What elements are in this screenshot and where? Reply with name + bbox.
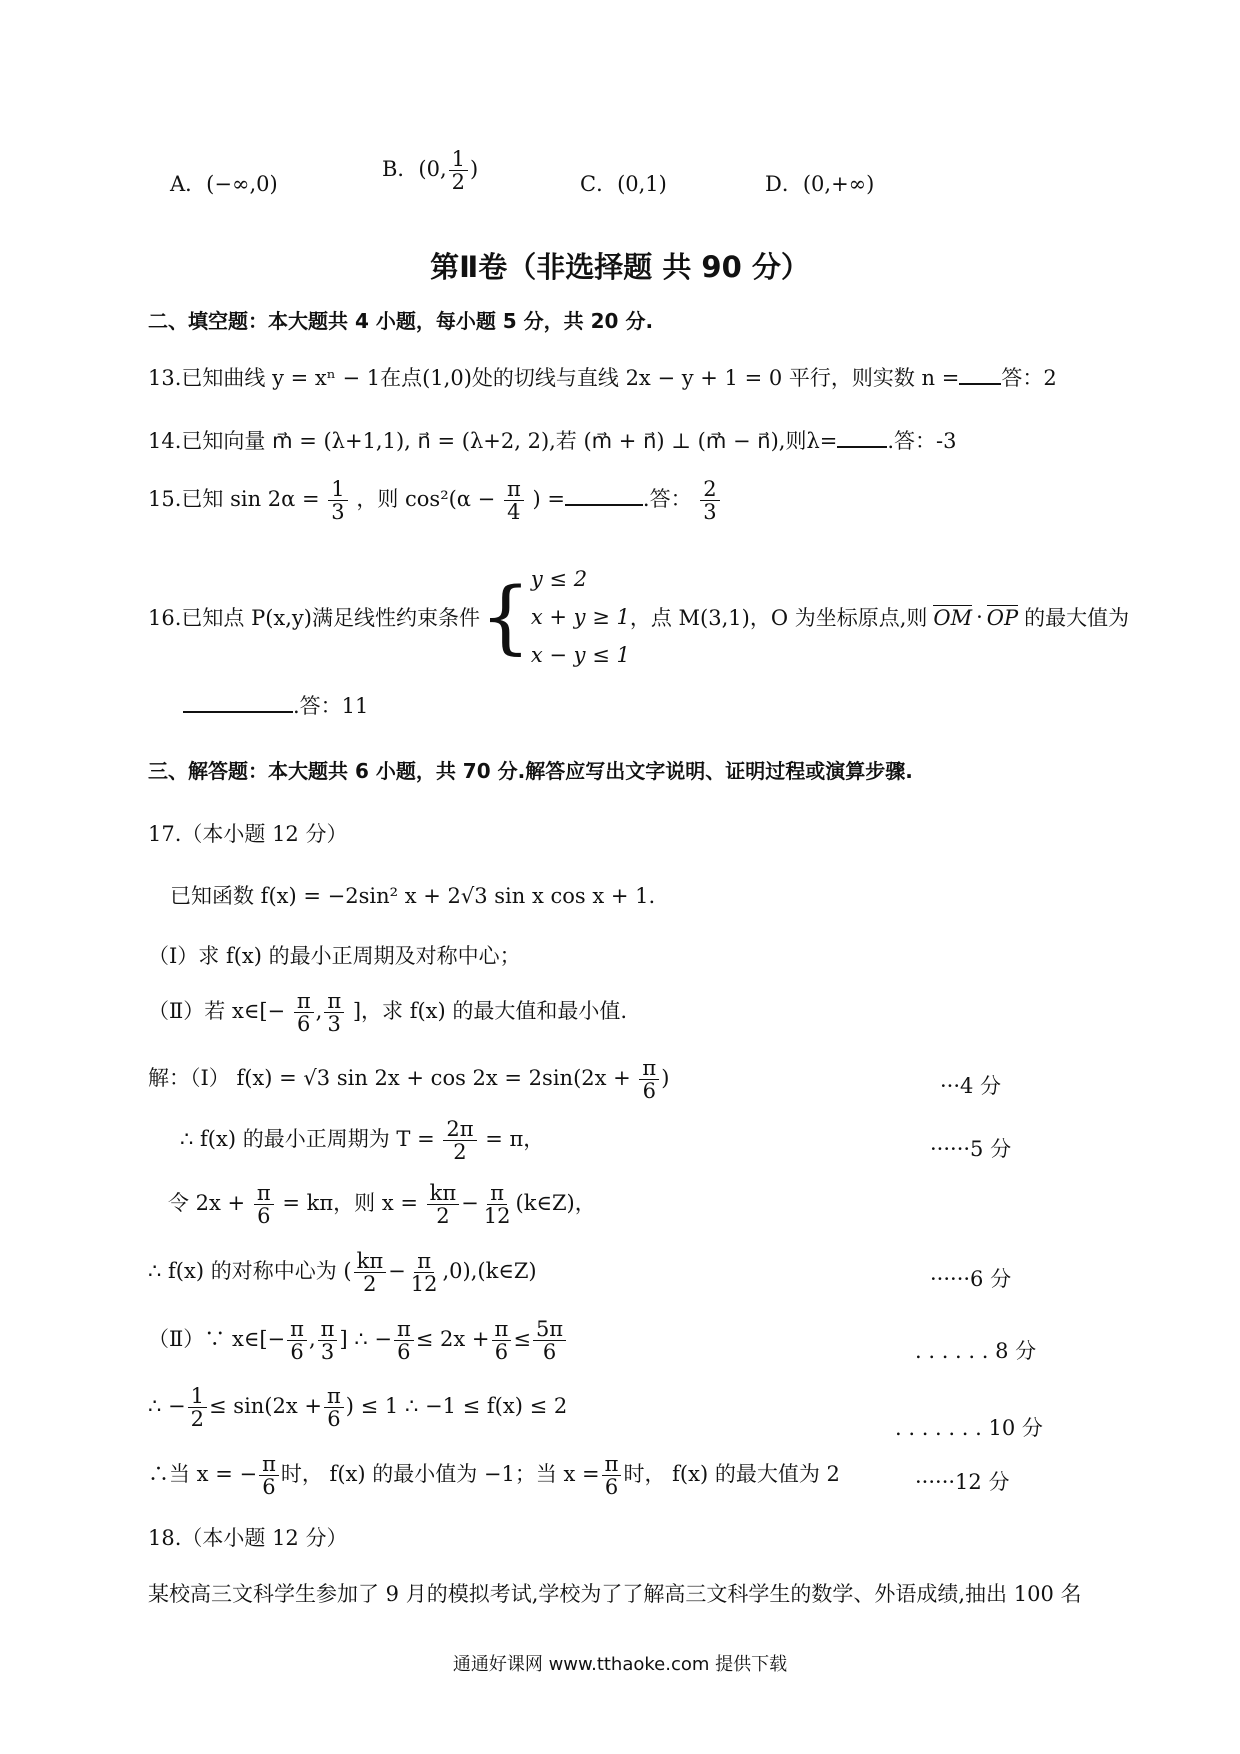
q14-answer: .答：-3 (887, 429, 957, 453)
s5-prefix: （Ⅱ）∵ x∈[− (148, 1327, 286, 1352)
answer-blank (565, 486, 643, 506)
score-12: ······12 分 (915, 1470, 1010, 1494)
frac-num: π (487, 1182, 507, 1205)
frac-den: 6 (642, 1079, 657, 1104)
frac-pi-3 (324, 990, 344, 1035)
question-14 (148, 425, 957, 455)
solution-step-2 (180, 1118, 544, 1163)
frac-den: 6 (494, 1340, 509, 1365)
frac-pi-12 (408, 1250, 441, 1295)
frac-pi-6 (602, 1453, 622, 1498)
frac-den: 2 (453, 1140, 467, 1165)
s1-text: 解：（Ⅰ） f(x) = √3 sin 2x + cos 2x = 2sin(2x + (148, 1066, 631, 1091)
s2-prefix: ∴ f(x) 的最小正周期为 T = (180, 1127, 435, 1152)
frac-den: 6 (542, 1340, 557, 1365)
answer-blank (959, 365, 1001, 385)
frac-num: π (287, 1318, 307, 1341)
solution-step-3: 令 2x + $\frac{\pi}{6}$ = kπ，则 x = $\frac{k\pi}{2}$ − $\frac{\pi}{12}$ (k∈Z)， (168, 1181, 596, 1229)
s6-mid: ≤ sin(2x + (209, 1394, 322, 1419)
s3-mid: = kπ，则 x = (282, 1191, 418, 1216)
frac-num: 2π (443, 1118, 476, 1141)
frac-den: 6 (262, 1475, 276, 1500)
s3-prefix: 令 2x + (168, 1191, 246, 1216)
frac-num: π (324, 990, 344, 1013)
frac-2pi-2 (443, 1118, 476, 1163)
q16-prefix: 16.已知点 P(x,y)满足线性约束条件 (148, 606, 480, 630)
dot-operator: · (976, 605, 983, 629)
option-c: C．(0,1) (580, 172, 667, 196)
solution-step-1 (148, 1057, 669, 1102)
frac-den: 12 (483, 1204, 511, 1229)
constraint-brace: { (479, 570, 531, 663)
p2-suffix: ]，求 f(x) 的最大值和最小值. (352, 999, 628, 1024)
frac-den: 3 (331, 500, 345, 525)
solution-step-5: （Ⅱ）∵ x∈[− $\frac{\pi}{6}$ , $\frac{\pi}{3}$ ] ∴ − $\frac{\pi}{6}$ ≤ 2x + $\frac{\pi}{6}$ ≤ $\frac{5\pi}{6}$ (148, 1318, 568, 1363)
answer-blank (183, 693, 293, 713)
frac-den: 6 (297, 1012, 311, 1037)
answer-blank (837, 428, 887, 448)
score-5: ······5 分 (930, 1137, 1012, 1161)
score-6: ······6 分 (930, 1267, 1012, 1291)
frac-den: 6 (397, 1340, 411, 1365)
question-13 (148, 362, 1057, 392)
frac-pi-6 (287, 1318, 307, 1363)
frac-num: π (504, 478, 524, 501)
s5-mid2: ≤ 2x + (415, 1327, 490, 1352)
frac-den: 6 (257, 1204, 271, 1229)
q16-tail: 的最大值为 (1024, 606, 1130, 630)
q16-answer-line (183, 690, 368, 720)
frac-num: 5π (533, 1318, 566, 1341)
q15-prefix: 15.已知 sin 2α = (148, 487, 320, 512)
frac-num: 1 (188, 1385, 207, 1408)
option-b-suffix: ) (470, 157, 479, 182)
q17-part2: （Ⅱ）若 x∈[− $\frac{\pi}{6}$ , $\frac{\pi}{3}$ ]，求 f(x) 的最大值和最小值. (148, 989, 628, 1037)
frac-num: kπ (427, 1182, 460, 1205)
option-a: A．(−∞,0) (170, 172, 278, 196)
frac-den: 3 (703, 500, 717, 525)
option-b-prefix: B．(0, (382, 157, 447, 182)
frac-pi-6 (254, 1182, 274, 1227)
q15-fraction-2 (504, 478, 524, 523)
s7-end: 时， f(x) 的最大值为 2 (623, 1462, 840, 1487)
s6-end: ) ≤ 1 ∴ −1 ≤ f(x) ≤ 2 (345, 1394, 568, 1419)
s4-prefix: ∴ f(x) 的对称中心为 ( (148, 1259, 352, 1284)
frac-num: π (324, 1385, 344, 1408)
frac-pi-6 (639, 1057, 659, 1102)
frac-kpi-2 (354, 1250, 387, 1295)
constraint-system (531, 560, 630, 674)
frac-num: π (602, 1453, 622, 1476)
s7-prefix: ∴当 x = − (148, 1462, 258, 1487)
solution-step-7 (148, 1453, 840, 1498)
page-footer: 通通好课网 www.tthaoke.com 提供下载 (452, 1654, 788, 1675)
frac-num: π (254, 1182, 274, 1205)
frac-num: 2 (700, 478, 719, 501)
q15-answer-fraction (700, 478, 719, 523)
frac-den: 6 (604, 1475, 619, 1500)
q18-title: 18.（本小题 12 分） (148, 1526, 348, 1550)
frac-den: 2 (190, 1407, 205, 1432)
q15-mid: ，则 cos²(α − (356, 487, 496, 512)
q13-text: 13.已知曲线 y = xⁿ − 1在点(1,0)处的切线与直线 2x − y + 1 = 0 平行，则实数 n = (148, 366, 960, 390)
constraint-3: x − y ≤ 1 (530, 643, 630, 667)
frac-pi-6 (492, 1318, 512, 1363)
q15-answer-label: .答： (642, 487, 692, 512)
option-b (382, 148, 478, 193)
frac-pi-6 (259, 1453, 279, 1498)
s2-suffix: = π， (485, 1127, 545, 1152)
section2-heading: 二、填空题：本大题共 4 小题，每小题 5 分，共 20 分. (148, 309, 654, 333)
frac-den: 3 (320, 1340, 335, 1365)
q15-fraction-1 (328, 478, 347, 523)
s5-mid3: ≤ (513, 1327, 531, 1352)
s4-end: ,0),(k∈Z) (442, 1259, 537, 1284)
frac-num: π (318, 1318, 338, 1341)
constraint-1: y ≤ 2 (530, 567, 588, 591)
frac-num: 1 (449, 148, 468, 171)
frac-num: π (294, 990, 314, 1013)
q17-function: 已知函数 f(x) = −2sin² x + 2√3 sin x cos x + 1. (170, 884, 656, 908)
q13-answer: 答：2 (1001, 366, 1057, 390)
solution-step-6 (148, 1385, 567, 1430)
frac-5pi-6 (533, 1318, 566, 1363)
frac-num: π (492, 1318, 512, 1341)
frac-num: kπ (354, 1250, 387, 1273)
frac-num: π (259, 1453, 279, 1476)
constraint-2: x + y ≥ 1 (530, 605, 630, 629)
frac-pi-6 (394, 1318, 414, 1363)
frac-num: 1 (328, 478, 347, 501)
q16-answer: .答：11 (293, 694, 369, 718)
frac-1-2 (188, 1385, 207, 1430)
frac-pi-12 (481, 1182, 514, 1227)
frac-num: π (394, 1318, 414, 1341)
frac-pi-3 (318, 1318, 338, 1363)
frac-den: 3 (327, 1012, 341, 1037)
frac-den: 12 (410, 1272, 438, 1297)
question-16 (148, 560, 1129, 674)
q18-text: 某校高三文科学生参加了 9 月的模拟考试,学校为了了解高三文科学生的数学、外语成绩,抽出 100 名 (148, 1582, 1082, 1606)
frac-den: 4 (507, 500, 521, 525)
q16-suffix: ，点 M(3,1)，O 为坐标原点,则 (629, 606, 928, 630)
p2-prefix: （Ⅱ）若 x∈[− (148, 999, 286, 1024)
s7-mid: 时， f(x) 的最小值为 −1；当 x = (280, 1462, 600, 1487)
frac-pi-6 (294, 990, 314, 1035)
frac-kpi-2 (427, 1182, 460, 1227)
q14-text: 14.已知向量 m⃗ = (λ+1,1), n⃗ = (λ+2, 2),若 (m⃗ + n⃗) ⊥ (m⃗ − n⃗),则λ= (148, 429, 838, 453)
option-d: D．(0,+∞) (765, 172, 875, 196)
frac-den: 2 (451, 170, 466, 195)
s5-mid: ] ∴ − (339, 1327, 392, 1352)
question-15 (148, 478, 722, 523)
solution-step-4: ∴ f(x) 的对称中心为 ( $\frac{k\pi}{2}$ − $\frac{\pi}{12}$ ,0),(k∈Z) (148, 1249, 537, 1297)
q17-title: 17.（本小题 12 分） (148, 822, 348, 846)
frac-den: 6 (290, 1340, 304, 1365)
frac-num: π (639, 1057, 659, 1080)
section3-heading: 三、解答题：本大题共 6 小题，共 70 分.解答应写出文字说明、证明过程或演算步骤. (148, 759, 913, 783)
frac-pi-6 (324, 1385, 344, 1430)
s6-prefix: ∴ − (148, 1394, 186, 1419)
q17-part1: （Ⅰ）求 f(x) 的最小正周期及对称中心； (148, 944, 521, 968)
part2-title: 第Ⅱ卷（非选择题 共 90 分） (430, 250, 810, 284)
frac-den: 2 (436, 1204, 450, 1229)
s1-end: ) (661, 1066, 670, 1091)
vector-om: OM (933, 605, 973, 630)
score-8: . . . . . . 8 分 (915, 1339, 1037, 1363)
frac-num: π (414, 1250, 434, 1273)
score-10: . . . . . . . 10 分 (895, 1416, 1043, 1440)
vector-op: OP (986, 605, 1019, 630)
frac-den: 2 (363, 1272, 377, 1297)
score-4: ···4 分 (940, 1074, 1002, 1098)
s3-end: (k∈Z)， (515, 1191, 596, 1216)
q15-after: ) = (532, 487, 565, 512)
option-b-fraction (449, 148, 468, 193)
frac-den: 6 (327, 1407, 341, 1432)
